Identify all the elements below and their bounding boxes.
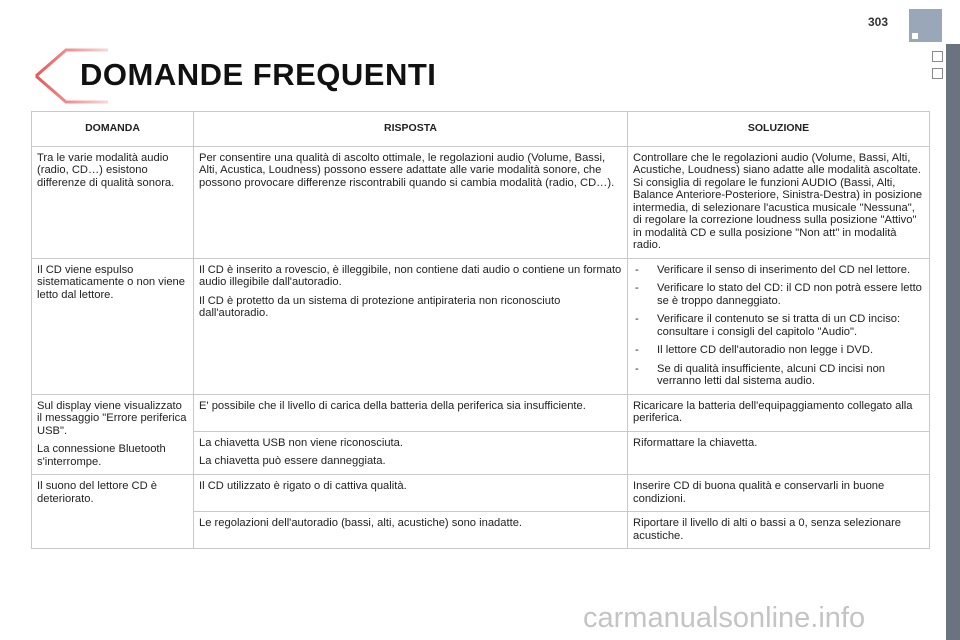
solution-text: Riformattare la chiavetta. <box>633 436 758 449</box>
question-text: La connessione Bluetooth s'interrompe. <box>37 443 166 468</box>
answer-text: Il CD è protetto da un sistema di protezione antipirateria non riconosciuto dall'autoradio. <box>199 294 561 319</box>
question-cell <box>32 475 194 549</box>
solution-cell <box>628 258 930 394</box>
table-row <box>32 146 930 258</box>
answer-text: E' possibile che il livello di carica della batteria della periferica sia insufficiente. <box>199 399 586 412</box>
answer-cell <box>194 394 628 431</box>
solution-text: Controllare che le regolazioni audio (Volume, Bassi, Alti, Acustiche, Loudness) siano adatte alle modalità ascoltate. Si consiglia di regolare le funzioni AUDIO (Bassi, Alti, Balance Anteriore-Posteriore, Sinistra-Destra) in posizione intermedia, di selezionare l'acustica musicale "Nessuna", di regolare la correzione loudness sulla posizione "Attivo" in modalità CD e sulla posizione "Non att" in modalità radio. <box>633 151 923 251</box>
table-row <box>32 258 930 394</box>
solution-cell <box>628 146 930 258</box>
solution-cell <box>628 431 930 474</box>
question-text: Tra le varie modalità audio (radio, CD…) esistono differenze di qualità sonora. <box>37 151 175 189</box>
answer-cell <box>194 512 628 549</box>
solution-text: Riportare il livello di alti o bassi a 0, senza selezionare acustiche. <box>633 517 902 542</box>
answer-text: Le regolazioni dell'autoradio (bassi, alti, acustiche) sono inadatte. <box>199 517 523 529</box>
header-domanda: DOMANDA <box>32 112 194 147</box>
question-cell <box>32 394 194 475</box>
list-item: - Il lettore CD dell'autoradio non legge i DVD. <box>633 344 924 357</box>
page-title: DOMANDE FREQUENTI <box>80 57 437 92</box>
solution-bullet-list <box>633 264 924 388</box>
answer-cell <box>194 258 628 394</box>
solution-text: Inserire CD di buona qualità e conservarli in buone condizioni. <box>633 480 885 505</box>
answer-text: La chiavetta può essere danneggiata. <box>199 455 386 468</box>
answer-text: Per consentire una qualità di ascolto ottimale, le regolazioni audio (Volume, Bassi, Alti, Acustica, Loudness) possono essere adattate alle varie modalità sonore, che possono provocare differenze riscontrabili quando si cambia modalità (radio, CD…). <box>199 151 615 189</box>
answer-text: Il CD è inserito a rovescio, è illeggibile, non contiene dati audio o contiene un formato audio illegibile dall'autoradio. <box>199 263 622 288</box>
solution-cell <box>628 512 930 549</box>
sidebar-box-2 <box>932 68 943 79</box>
table-row <box>32 475 930 512</box>
solution-text: Ricaricare la batteria dell'equipaggiamento collegato alla periferica. <box>633 399 913 424</box>
page-number: 303 <box>868 15 889 29</box>
list-item: - Verificare il contenuto se si tratta di un CD inciso: consultare i consigli del capitolo "Audio". <box>633 313 924 338</box>
question-text: Il suono del lettore CD è deteriorato. <box>37 480 158 505</box>
question-text: Sul display viene visualizzato il messaggio "Errore periferica USB". <box>37 399 187 437</box>
list-item: - Verificare lo stato del CD: il CD non potrà essere letto se è troppo danneggiato. <box>633 282 924 307</box>
question-cell <box>32 258 194 394</box>
section-tab-marker <box>909 9 942 42</box>
answer-cell <box>194 146 628 258</box>
solution-cell <box>628 475 930 512</box>
vertical-scrollbar[interactable] <box>946 44 960 640</box>
answer-text: La chiavetta USB non viene riconosciuta. <box>199 436 403 449</box>
header-risposta: RISPOSTA <box>194 112 628 147</box>
list-item: - Se di qualità insufficiente, alcuni CD incisi non verranno letti dal sistema audio. <box>633 363 924 388</box>
list-item: - Verificare il senso di inserimento del CD nel lettore. <box>633 264 924 277</box>
watermark: carmanualsonline.info <box>583 602 866 634</box>
answer-cell <box>194 431 628 474</box>
answer-cell <box>194 475 628 512</box>
faq-table <box>31 111 930 549</box>
sidebar-box-1 <box>932 51 943 62</box>
solution-cell <box>628 394 930 431</box>
question-text: Il CD viene espulso sistematicamente o non viene letto dal lettore. <box>37 263 186 301</box>
header-soluzione: SOLUZIONE <box>628 112 930 147</box>
question-cell <box>32 146 194 258</box>
answer-text: Il CD utilizzato è rigato o di cattiva qualità. <box>199 480 407 492</box>
table-header-row <box>32 112 930 147</box>
tab-marker-dot <box>912 33 918 39</box>
table-row <box>32 394 930 431</box>
